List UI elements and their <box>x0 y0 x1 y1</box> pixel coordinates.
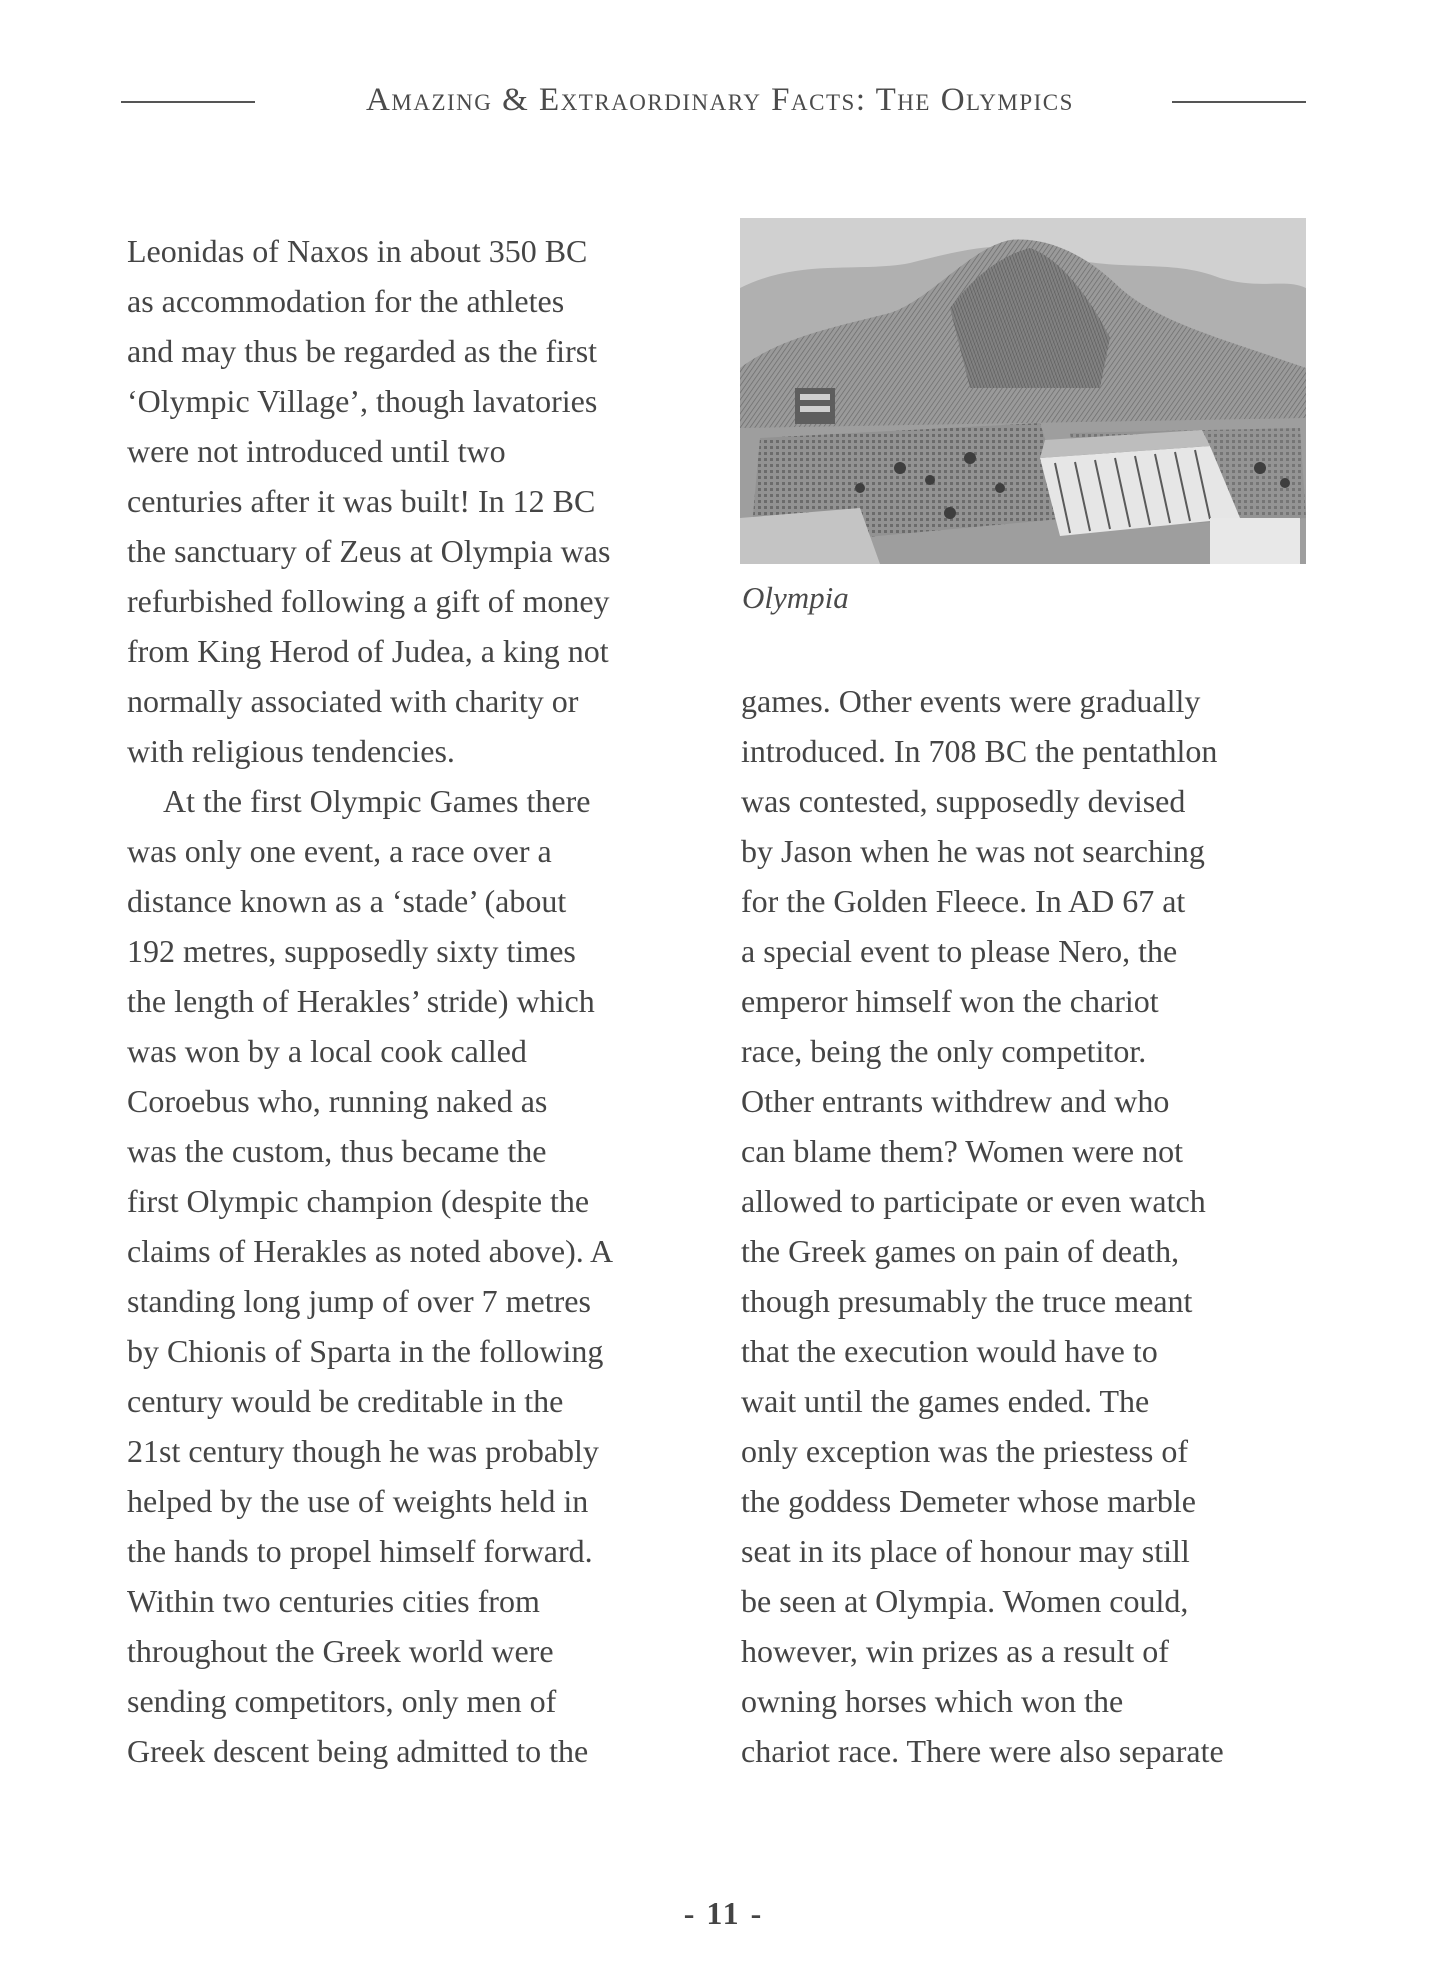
text-line: introduced. In 708 BC the pentathlon <box>741 733 1218 769</box>
text-line: 192 metres, supposedly sixty times <box>127 933 576 969</box>
text-line: At the first Olympic Games there <box>163 783 591 819</box>
text-line: centuries after it was built! In 12 BC <box>127 483 596 519</box>
olympia-illustration <box>740 218 1306 564</box>
figure-caption: Olympia <box>742 580 849 615</box>
text-line: helped by the use of weights held in <box>127 1483 589 1519</box>
text-line: Greek descent being admitted to the <box>127 1733 589 1769</box>
text-line: distance known as a ‘stade’ (about <box>127 883 567 919</box>
text-line: were not introduced until two <box>127 433 506 469</box>
text-line: only exception was the priestess of <box>741 1433 1188 1469</box>
text-line: a special event to please Nero, the <box>741 933 1178 969</box>
text-line: the length of Herakles’ stride) which <box>127 983 595 1019</box>
paragraph <box>127 776 707 1776</box>
text-line: that the execution would have to <box>741 1333 1158 1369</box>
text-line: though presumably the truce meant <box>741 1283 1193 1319</box>
text-line: standing long jump of over 7 metres <box>127 1283 591 1319</box>
engraving-olympia-sanctuary-icon <box>740 218 1306 564</box>
text-line: century would be creditable in the <box>127 1383 564 1419</box>
right-column <box>741 676 1341 1776</box>
text-line: Leonidas of Naxos in about 350 BC <box>127 233 588 269</box>
text-line: was only one event, a race over a <box>127 833 552 869</box>
running-head: Amazing & Extraordinary Facts: The Olympics <box>366 82 1074 118</box>
text-line: Coroebus who, running naked as <box>127 1083 548 1119</box>
text-line: was won by a local cook called <box>127 1033 527 1069</box>
text-line: the goddess Demeter whose marble <box>741 1483 1196 1519</box>
text-line: seat in its place of honour may still <box>741 1533 1190 1569</box>
text-line: the Greek games on pain of death, <box>741 1233 1180 1269</box>
text-line: 21st century though he was probably <box>127 1433 599 1469</box>
text-line: wait until the games ended. The <box>741 1383 1150 1419</box>
text-line: and may thus be regarded as the first <box>127 333 598 369</box>
paragraph <box>127 226 707 776</box>
text-line: however, win prizes as a result of <box>741 1633 1169 1669</box>
text-line: normally associated with charity or <box>127 683 579 719</box>
text-line: with religious tendencies. <box>127 733 455 769</box>
text-line: refurbished following a gift of money <box>127 583 610 619</box>
text-line: first Olympic champion (despite the <box>127 1183 590 1219</box>
text-line: can blame them? Women were not <box>741 1133 1183 1169</box>
text-line: the hands to propel himself forward. <box>127 1533 593 1569</box>
text-line: was the custom, thus became the <box>127 1133 547 1169</box>
text-line: for the Golden Fleece. In AD 67 at <box>741 883 1186 919</box>
text-line: as accommodation for the athletes <box>127 283 565 319</box>
text-line: claims of Herakles as noted above). A <box>127 1233 614 1269</box>
text-line: allowed to participate or even watch <box>741 1183 1206 1219</box>
text-line: ‘Olympic Village’, though lavatories <box>127 383 598 419</box>
text-line: by Chionis of Sparta in the following <box>127 1333 604 1369</box>
text-line: was contested, supposedly devised <box>741 783 1186 819</box>
page-number: - 11 - <box>683 1895 764 1931</box>
text-line: emperor himself won the chariot <box>741 983 1159 1019</box>
text-line: from King Herod of Judea, a king not <box>127 633 609 669</box>
text-line: sending competitors, only men of <box>127 1683 557 1719</box>
header-rule-right <box>1172 101 1306 103</box>
text-line: by Jason when he was not searching <box>741 833 1205 869</box>
text-line: race, being the only competitor. <box>741 1033 1147 1069</box>
text-line: games. Other events were gradually <box>741 683 1201 719</box>
text-line: Within two centuries cities from <box>127 1583 540 1619</box>
text-line: the sanctuary of Zeus at Olympia was <box>127 533 611 569</box>
header-rule-left <box>121 101 255 103</box>
text-line: be seen at Olympia. Women could, <box>741 1583 1189 1619</box>
text-line: throughout the Greek world were <box>127 1633 554 1669</box>
left-column <box>127 226 707 1776</box>
text-line: owning horses which won the <box>741 1683 1124 1719</box>
text-line: Other entrants withdrew and who <box>741 1083 1170 1119</box>
text-line: chariot race. There were also separate <box>741 1733 1224 1769</box>
